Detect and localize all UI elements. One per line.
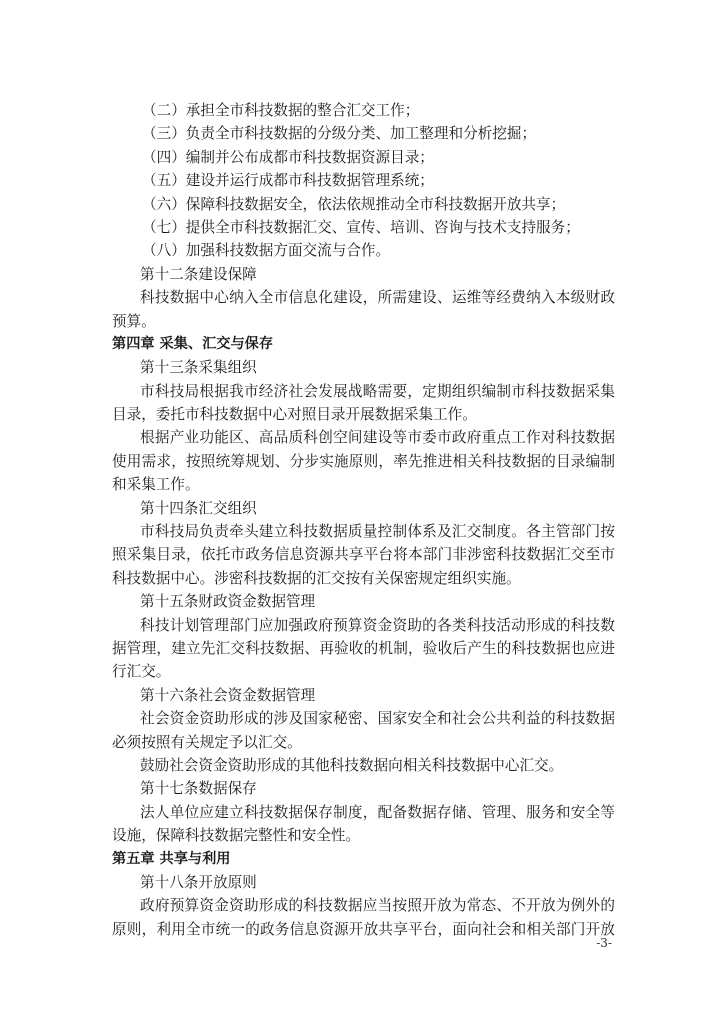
article-heading: 第十七条数据保存 <box>140 780 257 798</box>
article-heading: 第十六条社会资金数据管理 <box>140 686 316 704</box>
paragraph-line: 法人单位应建立科技数据保存制度，配备数据存储、管理、服务和安全等 <box>140 803 615 821</box>
article-heading: 第十四条汇交组织 <box>140 499 257 517</box>
paragraph-line: 根据产业功能区、高品质科创空间建设等市委市政府重点工作对科技数据 <box>140 429 615 447</box>
chapter-heading: 第五章 共享与利用 <box>112 850 231 867</box>
paragraph-line: 社会资金资助形成的涉及国家秘密、国家安全和社会公共利益的科技数据 <box>140 710 615 728</box>
paragraph-line: 和采集工作。 <box>112 476 200 494</box>
paragraph-line: 设施，保障科技数据完整性和安全性。 <box>112 827 361 845</box>
article-heading: 第十二条建设保障 <box>140 265 257 283</box>
paragraph-line: 使用需求，按照统筹规划、分步实施原则，率先推进相关科技数据的目录编制 <box>112 452 615 470</box>
article-heading: 第十八条开放原则 <box>140 873 257 891</box>
paragraph-line: 预算。 <box>112 312 156 330</box>
document-body <box>112 99 615 941</box>
paragraph-line: 行汇交。 <box>112 663 171 681</box>
paragraph-line: 据管理，建立先汇交科技数据、再验收的机制，验收后产生的科技数据也应进 <box>112 639 615 657</box>
page-number: -3- <box>596 936 612 950</box>
paragraph-line: 科技数据中心纳入全市信息化建设，所需建设、运维等经费纳入本级财政 <box>140 289 615 307</box>
paragraph-line: 原则，利用全市统一的政务信息资源开放共享平台，面向社会和相关部门开放 <box>112 920 615 938</box>
paragraph-line: 照采集目录，依托市政务信息资源共享平台将本部门非涉密科技数据汇交至市 <box>112 546 615 564</box>
list-item: （七）提供全市科技数据汇交、宣传、培训、咨询与技术支持服务； <box>142 218 580 236</box>
paragraph-line: 鼓励社会资金资助形成的其他科技数据向相关科技数据中心汇交。 <box>140 756 564 774</box>
chapter-heading: 第四章 采集、汇交与保存 <box>112 335 274 352</box>
list-item: （二）承担全市科技数据的整合汇交工作； <box>142 102 420 119</box>
paragraph-line: 市科技局根据我市经济社会发展战略需要，定期组织编制市科技数据采集 <box>140 382 615 400</box>
list-item: （六）保障科技数据安全，依法依规推动全市科技数据开放共享； <box>142 195 566 213</box>
paragraph-line: 科技数据中心。涉密科技数据的汇交按有关保密规定组织实施。 <box>112 569 521 587</box>
list-item: （八）加强科技数据方面交流与合作。 <box>142 242 391 260</box>
paragraph-line: 科技计划管理部门应加强政府预算资金资助的各类科技活动形成的科技数 <box>140 616 615 634</box>
paragraph-line: 政府预算资金资助形成的科技数据应当按照开放为常态、不开放为例外的 <box>140 897 615 915</box>
paragraph-line: 市科技局负责牵头建立科技数据质量控制体系及汇交制度。各主管部门按 <box>140 523 615 541</box>
list-item: （四）编制并公布成都市科技数据资源目录； <box>142 148 434 166</box>
paragraph-line: 目录，委托市科技数据中心对照目录开展数据采集工作。 <box>112 406 477 424</box>
list-item: （五）建设并运行成都市科技数据管理系统； <box>142 172 434 190</box>
paragraph-line: 必须按照有关规定予以汇交。 <box>112 733 302 751</box>
article-heading: 第十三条采集组织 <box>140 359 257 377</box>
article-heading: 第十五条财政资金数据管理 <box>140 593 316 611</box>
list-item: （三）负责全市科技数据的分级分类、加工整理和分析挖掘； <box>142 125 537 143</box>
